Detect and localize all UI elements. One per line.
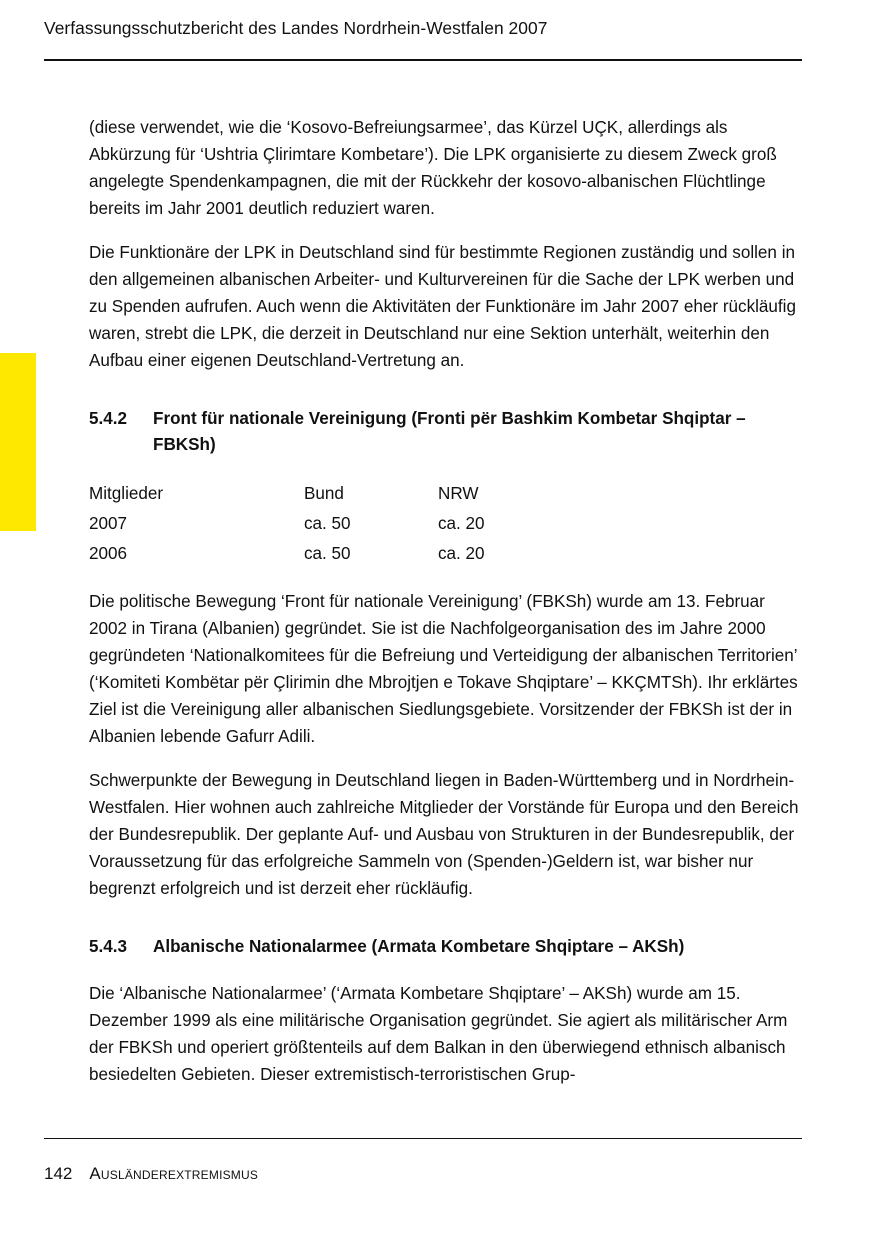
section-number: 5.4.3 — [89, 937, 128, 956]
paragraph-lpk-functionaries: Die Funktionäre der LPK in Deutschland sind für bestimmte Regionen zuständig und sollen in den allgemeinen albanischen Arbeiter- und Kulturvereinen für die Sache der LPK werben und zu Spenden aufrufen. Auch wenn die Aktivitäten der Funktionäre im Jahr 2007 eher rückläufig waren, strebt die LPK, die derzeit in Deutschland nur eine Sektion unterhält, weiterhin den Aufbau einer eigenen Deutschland-Vertretung an. — [89, 243, 796, 370]
table-cell-bund: ca. 50 — [304, 513, 351, 533]
table-row — [89, 538, 638, 568]
paragraph-lpk-donations: (diese verwendet, wie die ‘Kosovo-Befreiungsarmee’, das Kürzel UÇK, allerdings als Abkürzung für ‘Ushtria Çlirimtare Kombetare’). Die LPK organisierte zu diesem Zweck groß angelegte Spendenkampagnen, die mit der Rückkehr der kosovo-albanischen Flüchtlinge bereits im Jahr 2001 deutlich reduziert waren. — [89, 118, 777, 218]
table-header-cell: Mitglieder — [89, 483, 164, 503]
table-cell-nrw: ca. 20 — [438, 513, 485, 533]
membership-table — [89, 478, 638, 568]
page-header-title: Verfassungsschutzbericht des Landes Nordrhein-Westfalen 2007 — [44, 18, 548, 38]
table-cell-year: 2007 — [89, 513, 128, 533]
section-heading-5-4-3 — [89, 934, 805, 960]
footer-rule — [44, 1138, 802, 1139]
header-rule — [44, 59, 802, 61]
page-content — [89, 114, 805, 1105]
chapter-marker-tab — [0, 353, 36, 531]
table-header-cell: Bund — [304, 483, 344, 503]
section-heading-5-4-2 — [89, 406, 805, 458]
page-number: 142 — [44, 1164, 73, 1183]
table-cell-nrw: ca. 20 — [438, 543, 485, 563]
section-title: Front für nationale Vereinigung (Fronti për Bashkim Kombetar Shqiptar – FBKSh) — [153, 409, 746, 454]
table-cell-year: 2006 — [89, 543, 128, 563]
table-header-cell: NRW — [438, 483, 479, 503]
table-cell-bund: ca. 50 — [304, 543, 351, 563]
table-header-row — [89, 478, 638, 508]
section-number: 5.4.2 — [89, 409, 128, 428]
paragraph-fbksh-germany: Schwerpunkte der Bewegung in Deutschland liegen in Baden-Württemberg und in Nordrhein-Westfalen. Hier wohnen auch zahlreiche Mitglieder der Vorstände für Europa und den Bereich der Bundesrepublik. Der geplante Auf- und Ausbau von Strukturen in der Bundesrepublik, der Voraussetzung für das erfolgreiche Sammeln von (Spenden-)Geldern ist, war bisher nur begrenzt erfolgreich und ist derzeit eher rückläufig. — [89, 771, 799, 898]
section-title: Albanische Nationalarmee (Armata Kombetare Shqiptare – AKSh) — [153, 937, 685, 956]
page-footer — [44, 1162, 258, 1186]
paragraph-fbksh-founding: Die politische Bewegung ‘Front für nationale Vereinigung’ (FBKSh) wurde am 13. Februar 2002 in Tirana (Albanien) gegründet. Sie ist die Nachfolgeorganisation des im Jahre 2000 gegründeten ‘Nationalkomitees für die Befreiung und Verteidigung der albanischen Territorien’ (‘Komiteti Kombëtar për Çlirimin dhe Mbrojtjen e Tokave Shqiptare’ – KKÇMTSh). Ihr erklärtes Ziel ist die Vereinigung aller albanischen Siedlungsgebiete. Vorsitzender der FBKSh ist der in Albanien lebende Gafurr Adili. — [89, 592, 798, 746]
table-row — [89, 508, 638, 538]
chapter-title: Ausländerextremismus — [89, 1164, 259, 1183]
paragraph-aksh-founding: Die ‘Albanische Nationalarmee’ (‘Armata Kombetare Shqiptare’ – AKSh) wurde am 15. Dezember 1999 als eine militärische Organisation gegründet. Sie agiert als militärischer Arm der FBKSh und operiert größtenteils auf dem Balkan in den überwiegend ethnisch albanisch besiedelten Gebieten. Dieser extremistisch-terroristischen Grup- — [89, 984, 788, 1084]
